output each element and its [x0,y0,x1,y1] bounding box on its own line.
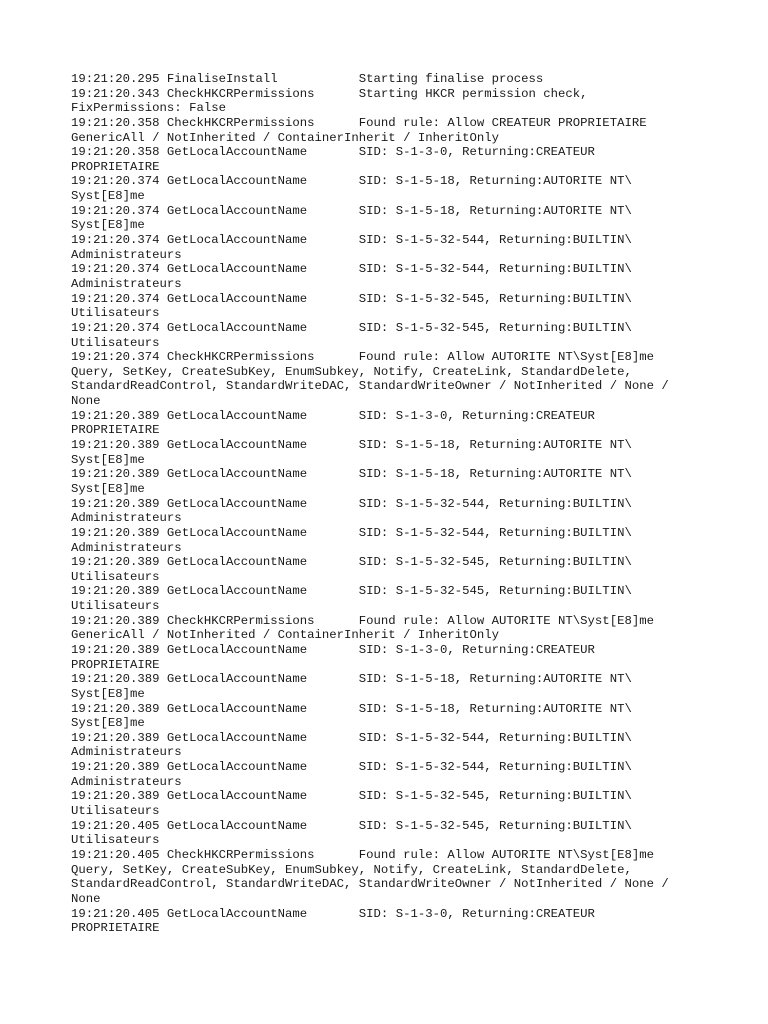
log-line: 19:21:20.405 GetLocalAccountName SID: S-1-5-32-545, Returning:BUILTIN\ [71,818,632,833]
log-line: Syst[E8]me [71,218,145,233]
log-document [71,72,711,936]
log-line: Syst[E8]me [71,716,145,731]
log-line: Syst[E8]me [71,481,145,496]
log-line: 19:21:20.358 GetLocalAccountName SID: S-1-3-0, Returning:CREATEUR [71,145,595,160]
log-line: PROPRIETAIRE [71,423,160,438]
log-line: 19:21:20.389 GetLocalAccountName SID: S-1-5-18, Returning:AUTORITE NT\ [71,438,632,453]
log-line: Administrateurs [71,745,182,760]
log-line: Utilisateurs [71,335,160,350]
log-line: Utilisateurs [71,599,160,614]
log-line: PROPRIETAIRE [71,159,160,174]
log-line: 19:21:20.358 CheckHKCRPermissions Found rule: Allow CREATEUR PROPRIETAIRE [71,115,647,130]
log-line: 19:21:20.374 GetLocalAccountName SID: S-1-5-32-545, Returning:BUILTIN\ [71,320,632,335]
log-line: Administrateurs [71,540,182,555]
log-line: 19:21:20.374 GetLocalAccountName SID: S-1-5-32-544, Returning:BUILTIN\ [71,262,632,277]
log-line: 19:21:20.389 GetLocalAccountName SID: S-1-3-0, Returning:CREATEUR [71,642,595,657]
log-line: 19:21:20.374 GetLocalAccountName SID: S-1-5-32-544, Returning:BUILTIN\ [71,233,632,248]
log-line: Utilisateurs [71,833,160,848]
log-line: 19:21:20.389 GetLocalAccountName SID: S-1-5-32-544, Returning:BUILTIN\ [71,525,632,540]
log-line: None [71,891,101,906]
log-line: Administrateurs [71,511,182,526]
log-line: 19:21:20.405 CheckHKCRPermissions Found rule: Allow AUTORITE NT\Syst[E8]me [71,847,654,862]
log-line: 19:21:20.389 GetLocalAccountName SID: S-1-5-32-544, Returning:BUILTIN\ [71,760,632,775]
log-line: 19:21:20.389 GetLocalAccountName SID: S-1-5-32-544, Returning:BUILTIN\ [71,496,632,511]
log-line: 19:21:20.405 GetLocalAccountName SID: S-1-3-0, Returning:CREATEUR [71,906,595,921]
log-line: Query, SetKey, CreateSubKey, EnumSubkey, Notify, CreateLink, StandardDelete, [71,862,632,877]
log-line: StandardReadControl, StandardWriteDAC, StandardWriteOwner / NotInherited / None / [71,877,669,892]
log-line: 19:21:20.389 GetLocalAccountName SID: S-1-5-18, Returning:AUTORITE NT\ [71,701,632,716]
log-line: GenericAll / NotInherited / ContainerInherit / InheritOnly [71,130,500,145]
log-line: Administrateurs [71,276,182,291]
log-line: Syst[E8]me [71,686,145,701]
log-line: 19:21:20.374 CheckHKCRPermissions Found rule: Allow AUTORITE NT\Syst[E8]me [71,350,654,365]
log-line: 19:21:20.389 GetLocalAccountName SID: S-1-5-32-545, Returning:BUILTIN\ [71,584,632,599]
log-line: 19:21:20.295 FinaliseInstall Starting finalise process [71,72,544,86]
log-line: 19:21:20.374 GetLocalAccountName SID: S-1-5-18, Returning:AUTORITE NT\ [71,174,632,189]
log-line: 19:21:20.389 CheckHKCRPermissions Found rule: Allow AUTORITE NT\Syst[E8]me [71,613,654,628]
log-line: Administrateurs [71,774,182,789]
log-line: 19:21:20.374 GetLocalAccountName SID: S-1-5-32-545, Returning:BUILTIN\ [71,291,632,306]
log-line: Query, SetKey, CreateSubKey, EnumSubkey, Notify, CreateLink, StandardDelete, [71,364,632,379]
log-line: 19:21:20.389 GetLocalAccountName SID: S-1-5-32-545, Returning:BUILTIN\ [71,789,632,804]
log-line: 19:21:20.374 GetLocalAccountName SID: S-1-5-18, Returning:AUTORITE NT\ [71,203,632,218]
log-line: None [71,394,101,409]
log-line: Syst[E8]me [71,189,145,204]
log-line: 19:21:20.389 GetLocalAccountName SID: S-1-5-18, Returning:AUTORITE NT\ [71,467,632,482]
log-line: Utilisateurs [71,306,160,321]
log-line: 19:21:20.389 GetLocalAccountName SID: S-1-5-32-544, Returning:BUILTIN\ [71,730,632,745]
log-line: Syst[E8]me [71,452,145,467]
log-line: PROPRIETAIRE [71,657,160,672]
log-line: 19:21:20.389 GetLocalAccountName SID: S-1-3-0, Returning:CREATEUR [71,408,595,423]
log-line: Utilisateurs [71,569,160,584]
log-line: GenericAll / NotInherited / ContainerInherit / InheritOnly [71,628,500,643]
log-line: 19:21:20.389 GetLocalAccountName SID: S-1-5-18, Returning:AUTORITE NT\ [71,672,632,687]
log-line: PROPRIETAIRE [71,921,160,936]
log-line: Administrateurs [71,247,182,262]
log-line: Utilisateurs [71,804,160,819]
log-line: 19:21:20.343 CheckHKCRPermissions Starting HKCR permission check, [71,86,588,101]
log-line: FixPermissions: False [71,101,226,116]
log-line: StandardReadControl, StandardWriteDAC, StandardWriteOwner / NotInherited / None / [71,379,669,394]
log-line: 19:21:20.389 GetLocalAccountName SID: S-1-5-32-545, Returning:BUILTIN\ [71,555,632,570]
